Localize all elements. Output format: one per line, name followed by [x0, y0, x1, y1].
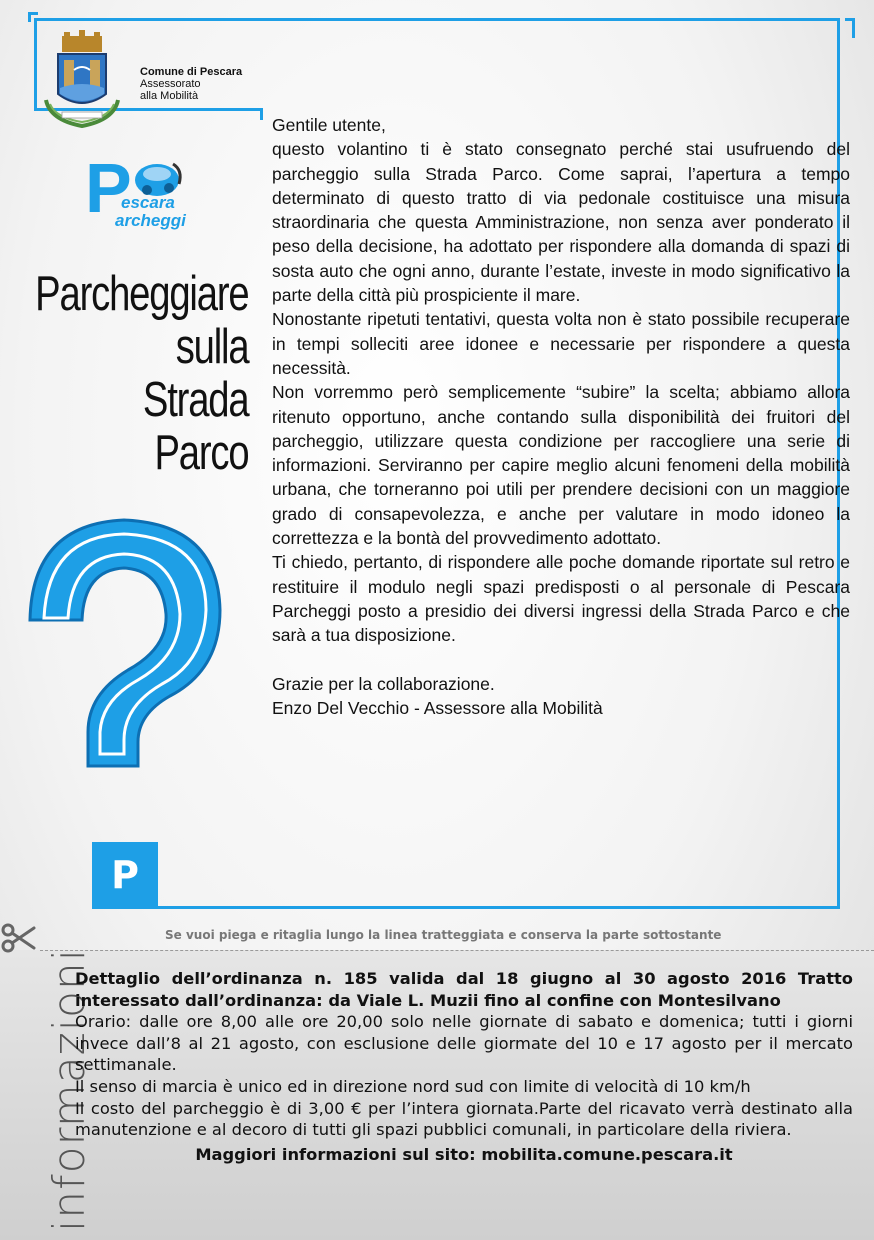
scissors-icon — [0, 922, 38, 954]
details-heading: Dettaglio dell’ordinanza n. 185 valida dal 18 giugno al 30 agosto 2016 Tratto interessato dall’ordinanza: da Viale L. Muzii fino al confine con Montesilvano — [75, 969, 853, 1010]
logo-letter: P — [85, 150, 132, 227]
headline-line-4: Parco — [153, 426, 248, 480]
municipality-name: Comune di Pescara — [140, 66, 243, 78]
letter-signature: Enzo Del Vecchio - Assessore alla Mobilità — [272, 697, 603, 718]
letter-paragraph-4: Ti chiedo, pertanto, di rispondere alle poche domande riportate sul retro e restituire il modulo negli spazi predisposti o al personale di Pescara Parcheggi posto a presidio dei diversi ingressi della Strada Parco e che sarà a tua disposizione. — [272, 552, 850, 646]
letter-body — [272, 113, 850, 720]
department-line-2: alla Mobilità — [140, 90, 199, 102]
cut-instruction: Se vuoi piega e ritaglia lungo la linea tratteggiata e conserva la parte sottostante — [165, 928, 722, 942]
details-schedule: Orario: dalle ore 8,00 alle ore 20,00 solo nelle giornate di sabato e domenica; tutti i giorni invece dall’8 al 21 agosto, con esclusione delle giormate del 10 e 17 agosto per il mercato settimanale. — [75, 1012, 853, 1075]
department-line-1: Assessorato — [140, 78, 201, 90]
frame-top-line — [34, 18, 840, 21]
letter-paragraph-2: Nonostante ripetuti tentativi, questa volta non è stato possibile recuperare in tempi solleciti aree idonee e necessarie per rispondere a questa necessità. — [272, 309, 850, 378]
question-mark-icon — [20, 510, 230, 840]
letter-paragraph-3: Non vorremmo però semplicemente “subire” la scelta; abbiamo allora ritenuto opportuno, anche contando sulla disponibilità dei fruitori del parcheggio, utilizzare questa condizione per raccogliere una serie di informazioni. Serviranno per capire meglio alcuni fenomeni della mobilità urbana, che torneranno poi utili per prendere decisioni con un maggiore grado di consapevolezza, e anche per valutare in modo idoneo la correttezza e la bontà del provvedimento adottato. — [272, 382, 850, 549]
headline-line-2: sulla — [175, 320, 248, 374]
letter-paragraph-1: questo volantino ti è stato consegnato perché stai usufruendo del parcheggio sulla Strada Parco. Come saprai, l’apertura a tempo determinato di questo tratto di via pedonale costituisce una misura straordinaria che questa Amministrazione, non senza aver ponderato il peso della decisione, ha adottato per rispondere alla domanda di spazi di sosta auto che ogni anno, durante l’estate, investe in modo significativo la parte della città più prospiciente il mare. — [272, 139, 850, 306]
logo-line-1: escara — [121, 193, 175, 212]
headline-line-3: Strada — [142, 373, 248, 427]
letter-greeting: Gentile utente, — [272, 115, 386, 135]
headline — [35, 268, 248, 480]
parking-sign-letter: P — [111, 853, 139, 897]
details-direction: Il senso di marcia è unico ed in direzione nord sud con limite di velocità di 10 km/h — [75, 1076, 751, 1096]
ordinance-details — [75, 968, 853, 1165]
cut-dashed-line — [40, 950, 874, 951]
logo-line-2: archeggi — [115, 211, 186, 230]
frame-corner-mark-right — [845, 18, 855, 38]
side-label-informazioni: informazioni — [44, 947, 95, 1232]
details-website: Maggiori informazioni sul sito: mobilita.comune.pescara.it — [195, 1144, 733, 1164]
car-icon — [135, 164, 180, 196]
frame-bottom-line — [92, 906, 840, 909]
details-cost: Il costo del parcheggio è di 3,00 € per l’intera giornata.Parte del ricavato verrà destinato alla manutenzione e al decoro di tutti gli spazi pubblici comunali, in particolare della riviera. — [75, 1098, 853, 1140]
parking-sign-icon — [92, 842, 158, 908]
municipality-block — [140, 66, 242, 102]
headline-line-1: Parcheggiare — [34, 267, 248, 321]
pescara-parcheggi-logo — [85, 150, 205, 240]
city-crest-icon — [40, 30, 124, 130]
frame-header-tick — [260, 108, 263, 120]
letter-thanks: Grazie per la collaborazione. — [272, 673, 495, 694]
